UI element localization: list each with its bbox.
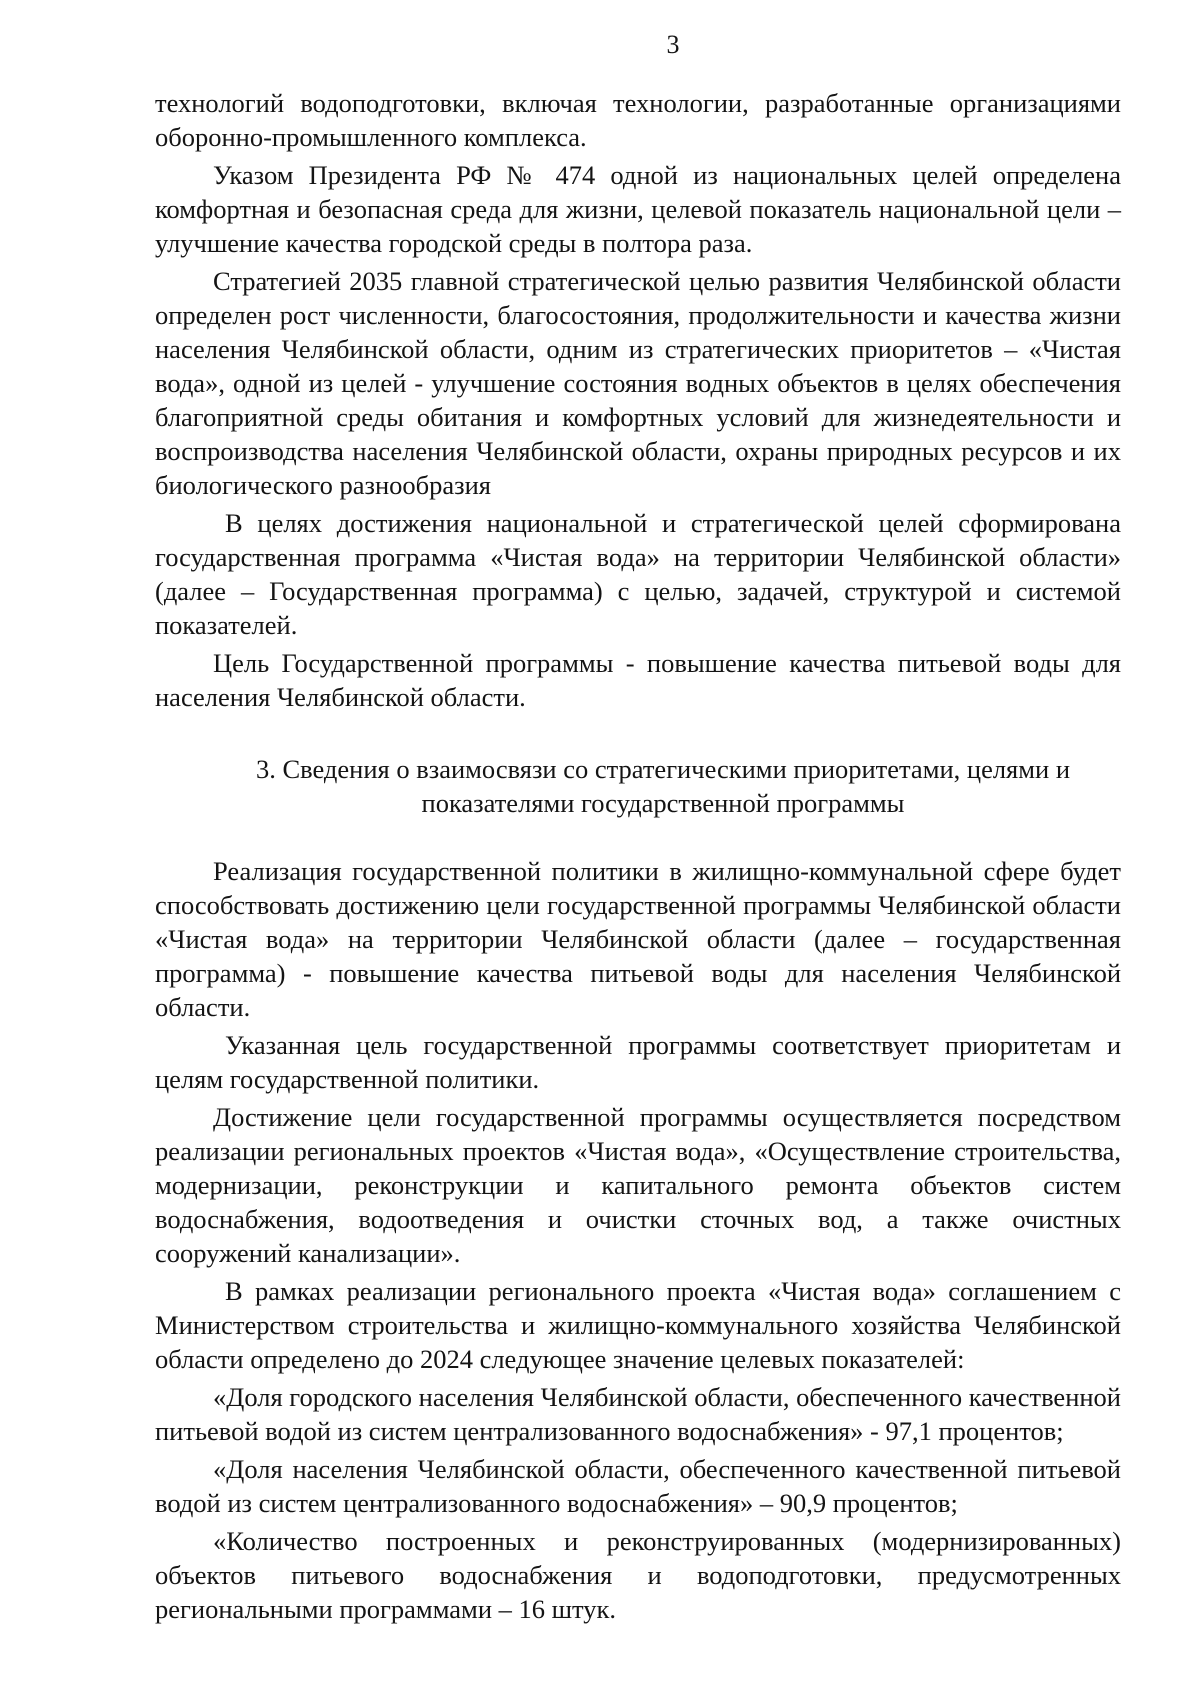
paragraph-indicator-population: «Доля населения Челябинской области, обеспеченного качественной питьевой водой из систем централизованного водоснабжения» – 90,9 процентов; — [155, 1454, 1121, 1518]
paragraph-continuation: технологий водоподготовки, включая технологии, разработанные организациями оборонно-промышленного комплекса. — [155, 88, 1121, 152]
paragraph-agreement: В рамках реализации регионального проекта «Чистая вода» соглашением с Министерством строительства и жилищно-коммунального хозяйства Челябинской области определено до 2024 следующее значение целевых показателей: — [155, 1276, 1121, 1374]
paragraph-program-formed: В целях достижения национальной и стратегической целей сформирована государственная программа «Чистая вода» на территории Челябинской области» (далее – Государственная программа) с целью, задачей, структурой и системой показателей. — [155, 508, 1121, 640]
document-body — [155, 86, 1121, 1626]
paragraph-indicator-urban: «Доля городского населения Челябинской области, обеспеченного качественной питьевой водой из систем централизованного водоснабжения» - 97,1 процентов; — [155, 1382, 1121, 1446]
section-heading — [155, 752, 1121, 820]
section-heading-line-1: 3. Сведения о взаимосвязи со стратегическими приоритетами, целями и — [255, 754, 1071, 784]
page-number: 3 — [666, 30, 680, 59]
section-heading-line-2: показателями государственной программы — [421, 788, 905, 818]
paragraph-presidential-decree: Указом Президента РФ № 474 одной из национальных целей определена комфортная и безопасная среда для жизни, целевой показатель национальной цели – улучшение качества городской среды в полтора раза. — [155, 160, 1121, 258]
paragraph-program-goal: Цель Государственной программы - повышение качества питьевой воды для населения Челябинской области. — [155, 648, 1121, 712]
paragraph-strategy-2035: Стратегией 2035 главной стратегической целью развития Челябинской области определен рост численности, благосостояния, продолжительности и качества жизни населения Челябинской области, одним из стратегических приоритетов – «Чистая вода», одной из целей - улучшение состояния водных объектов в целях обеспечения благоприятной среды обитания и комфортных условий для жизнедеятельности и воспроизводства населения Челябинской области, охраны природных ресурсов и их биологического разнообразия — [155, 266, 1121, 500]
paragraph-state-policy: Реализация государственной политики в жилищно-коммунальной сфере будет способствовать достижению цели государственной программы Челябинской области «Чистая вода» на территории Челябинской области (далее – государственная программа) - повышение качества питьевой воды для населения Челябинской области. — [155, 856, 1121, 1022]
paragraph-indicator-objects: «Количество построенных и реконструированных (модернизированных) объектов питьевого водоснабжения и водоподготовки, предусмотренных региональными программами – 16 штук. — [155, 1526, 1121, 1624]
paragraph-goal-priorities: Указанная цель государственной программы соответствует приоритетам и целям государственной политики. — [155, 1030, 1121, 1094]
paragraph-regional-projects: Достижение цели государственной программы осуществляется посредством реализации региональных проектов «Чистая вода», «Осуществление строительства, модернизации, реконструкции и капитального ремонта объектов систем водоснабжения, водоотведения и очистки сточных вод, а также очистных сооружений канализации». — [155, 1102, 1121, 1268]
